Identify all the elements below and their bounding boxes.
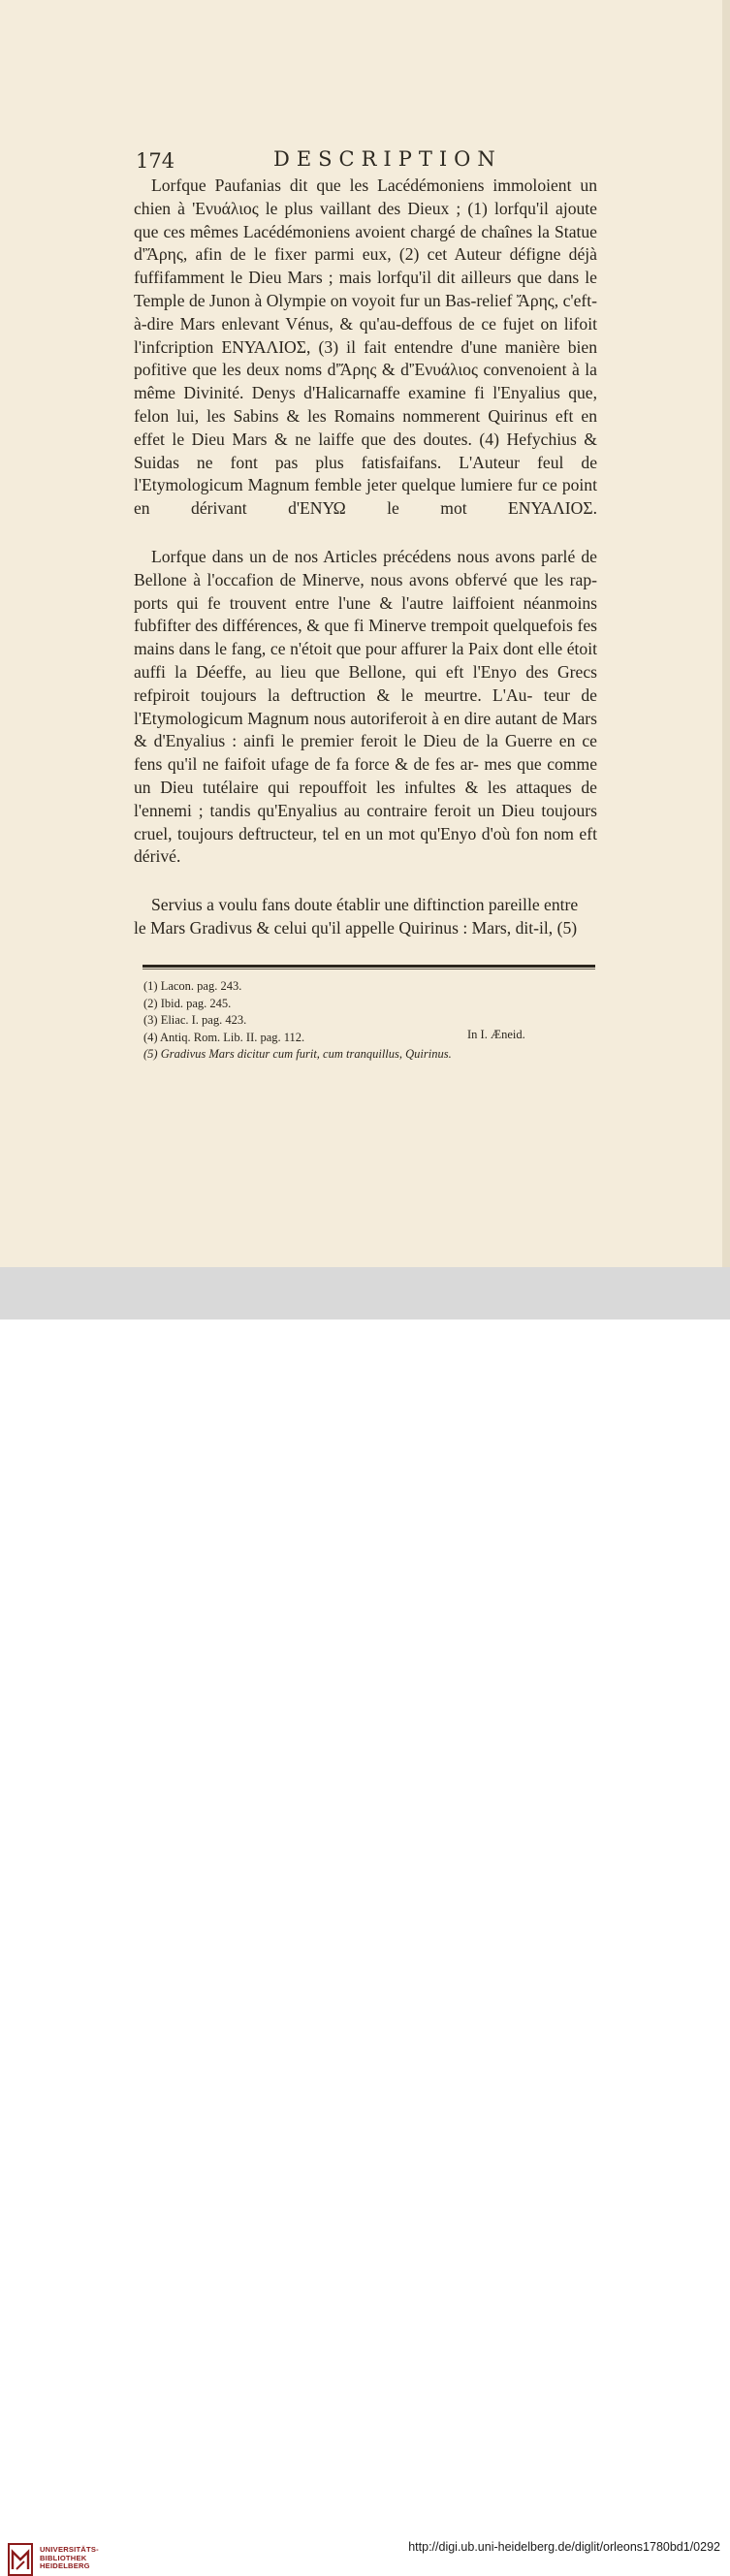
text-line: Lorfque Paufanias dit que les Lacédémoniens immoloient un — [151, 175, 597, 195]
text-line: de Mars & d'Enyalius : ainfi le premier feroit le Dieu de la — [134, 708, 597, 751]
text-line: Quirinus eft en effet le Dieu Mars & ne laiffe que des doutes. (4) — [134, 405, 597, 449]
text-line: Lorfque dans un de nos Articles précédens nous avons parlé de — [151, 546, 597, 566]
text-line: déjà fuffifamment le Dieu Mars ; mais lorfqu'il dit ailleurs que — [134, 244, 597, 288]
text-line: Statue d'Ἄρης, afin de le fixer parmi eux, (2) cet Auteur défigne — [134, 221, 597, 265]
text-line: attaques de l'ennemi ; tandis qu'Enyalius au contraire feroit un — [134, 777, 597, 820]
viewer-footer — [0, 1267, 730, 2571]
footnote: (5) Gradivus Mars dicitur cum furit, cum tranquillus, Quirinus. — [143, 1047, 452, 1062]
body-text — [134, 175, 597, 940]
footnote: (4) Antiq. Rom. Lib. II. pag. 112. — [143, 1030, 305, 1044]
paragraph-1 — [134, 175, 597, 521]
page-number: 174 — [136, 149, 175, 173]
paragraph-2 — [134, 546, 597, 869]
paragraph-3 — [134, 894, 597, 940]
text-line: point en dérivant d'ΕΝΥΩ le mot ΕΝΥΑΛΙΟΣ. — [134, 475, 597, 519]
scanned-page — [0, 0, 730, 1267]
text-line: Dieu toujours cruel, toujours deftructeur, tel en un mot qu'Enyo — [134, 800, 597, 843]
running-head: DESCRIPTION — [273, 147, 502, 171]
library-name-line: UNIVERSITÄTS- — [40, 2545, 99, 2554]
text-line: Guerre en ce fens qu'il ne faifoit ufage de fa force & de fes ar- — [134, 731, 597, 775]
text-line: Servius a voulu fans doute établir une diftinction pareille entre — [151, 895, 579, 915]
text-line: elle étoit auffi la Déeffe, au lieu que Bellone, qui eft l'Enyo — [134, 639, 597, 682]
library-logo-icon[interactable] — [8, 2543, 33, 2576]
text-line: de l'Etymologicum Magnum femble jeter quelque lumiere fur ce — [134, 452, 597, 495]
permalink-url[interactable]: http://digi.ub.uni-heidelberg.de/diglit/orleons1780bd1/0292 — [408, 2540, 720, 2554]
text-line: fes mains dans le fang, ce n'étoit que pour affurer la Paix dont — [134, 616, 598, 659]
text-line: fujet on lifoit l'infcription ΕΝΥΑΛΙΟΣ, (3) il fait entendre d'une — [134, 313, 597, 357]
library-name[interactable] — [40, 2546, 99, 2571]
text-line: des Grecs refpiroit toujours la deftruction & le meurtre. L'Au- — [134, 661, 597, 705]
text-line: fubfifter des différences, & que fi Minerve trempoit quelquefois — [134, 616, 573, 636]
text-line: l'Enyalius que, felon lui, les Sabins & les Romains nommerent — [134, 383, 597, 426]
footnote: (1) Lacon. pag. 243. — [143, 979, 242, 993]
library-name-line: BIBLIOTHEK — [40, 2553, 87, 2562]
catchword: In I. Æneid. — [467, 1028, 525, 1041]
footnote-rule-thin — [143, 969, 595, 970]
text-line: dans le Temple de Junon à Olympie on voyoit fur un Bas-relief — [134, 268, 597, 310]
text-line: d'où fon nom eft dérivé. — [134, 823, 597, 867]
page-edge — [722, 0, 730, 1267]
text-line: ports qui fe trouvent entre l'une & l'autre laiffoient néanmoins — [134, 592, 597, 613]
text-line: Hefychius & Suidas ne font pas plus fatisfaifans. L'Auteur feul — [134, 429, 597, 472]
text-line: mes que comme un Dieu tutélaire qui repouffoit les infultes & les — [134, 754, 597, 797]
text-line: Bellone à l'occafion de Minerve, nous avons obfervé que les rap- — [134, 569, 597, 589]
footnote: (3) Eliac. I. pag. 423. — [143, 1013, 247, 1028]
footnotes — [143, 978, 589, 1064]
footnote-rule — [143, 965, 595, 968]
library-name-line: HEIDELBERG — [40, 2561, 90, 2571]
text-line: chien à 'Ενυάλιος le plus vaillant des Dieux ; (1) lorfqu'il ajoute — [134, 198, 597, 218]
text-line: Ἄρης, c'eft-à-dire Mars enlevant Vénus, & qu'au-deffous de ce — [134, 290, 597, 334]
text-line: convenoient à la même Divinité. Denys d'Halicarnaffe examine fi — [134, 360, 597, 403]
footnote: (2) Ibid. pag. 245. — [143, 996, 232, 1010]
text-line: que ces mêmes Lacédémoniens avoient chargé de chaînes la — [134, 221, 550, 241]
text-line: le Mars Gradivus & celui qu'il appelle Quirinus : Mars, dit-il, (5) — [134, 917, 578, 938]
text-line: manière bien pofitive que les deux noms d'Ἄρης & d'Ἐνυάλιος — [134, 336, 597, 380]
text-line: teur de l'Etymologicum Magnum nous autoriferoit à en dire autant — [134, 684, 597, 728]
